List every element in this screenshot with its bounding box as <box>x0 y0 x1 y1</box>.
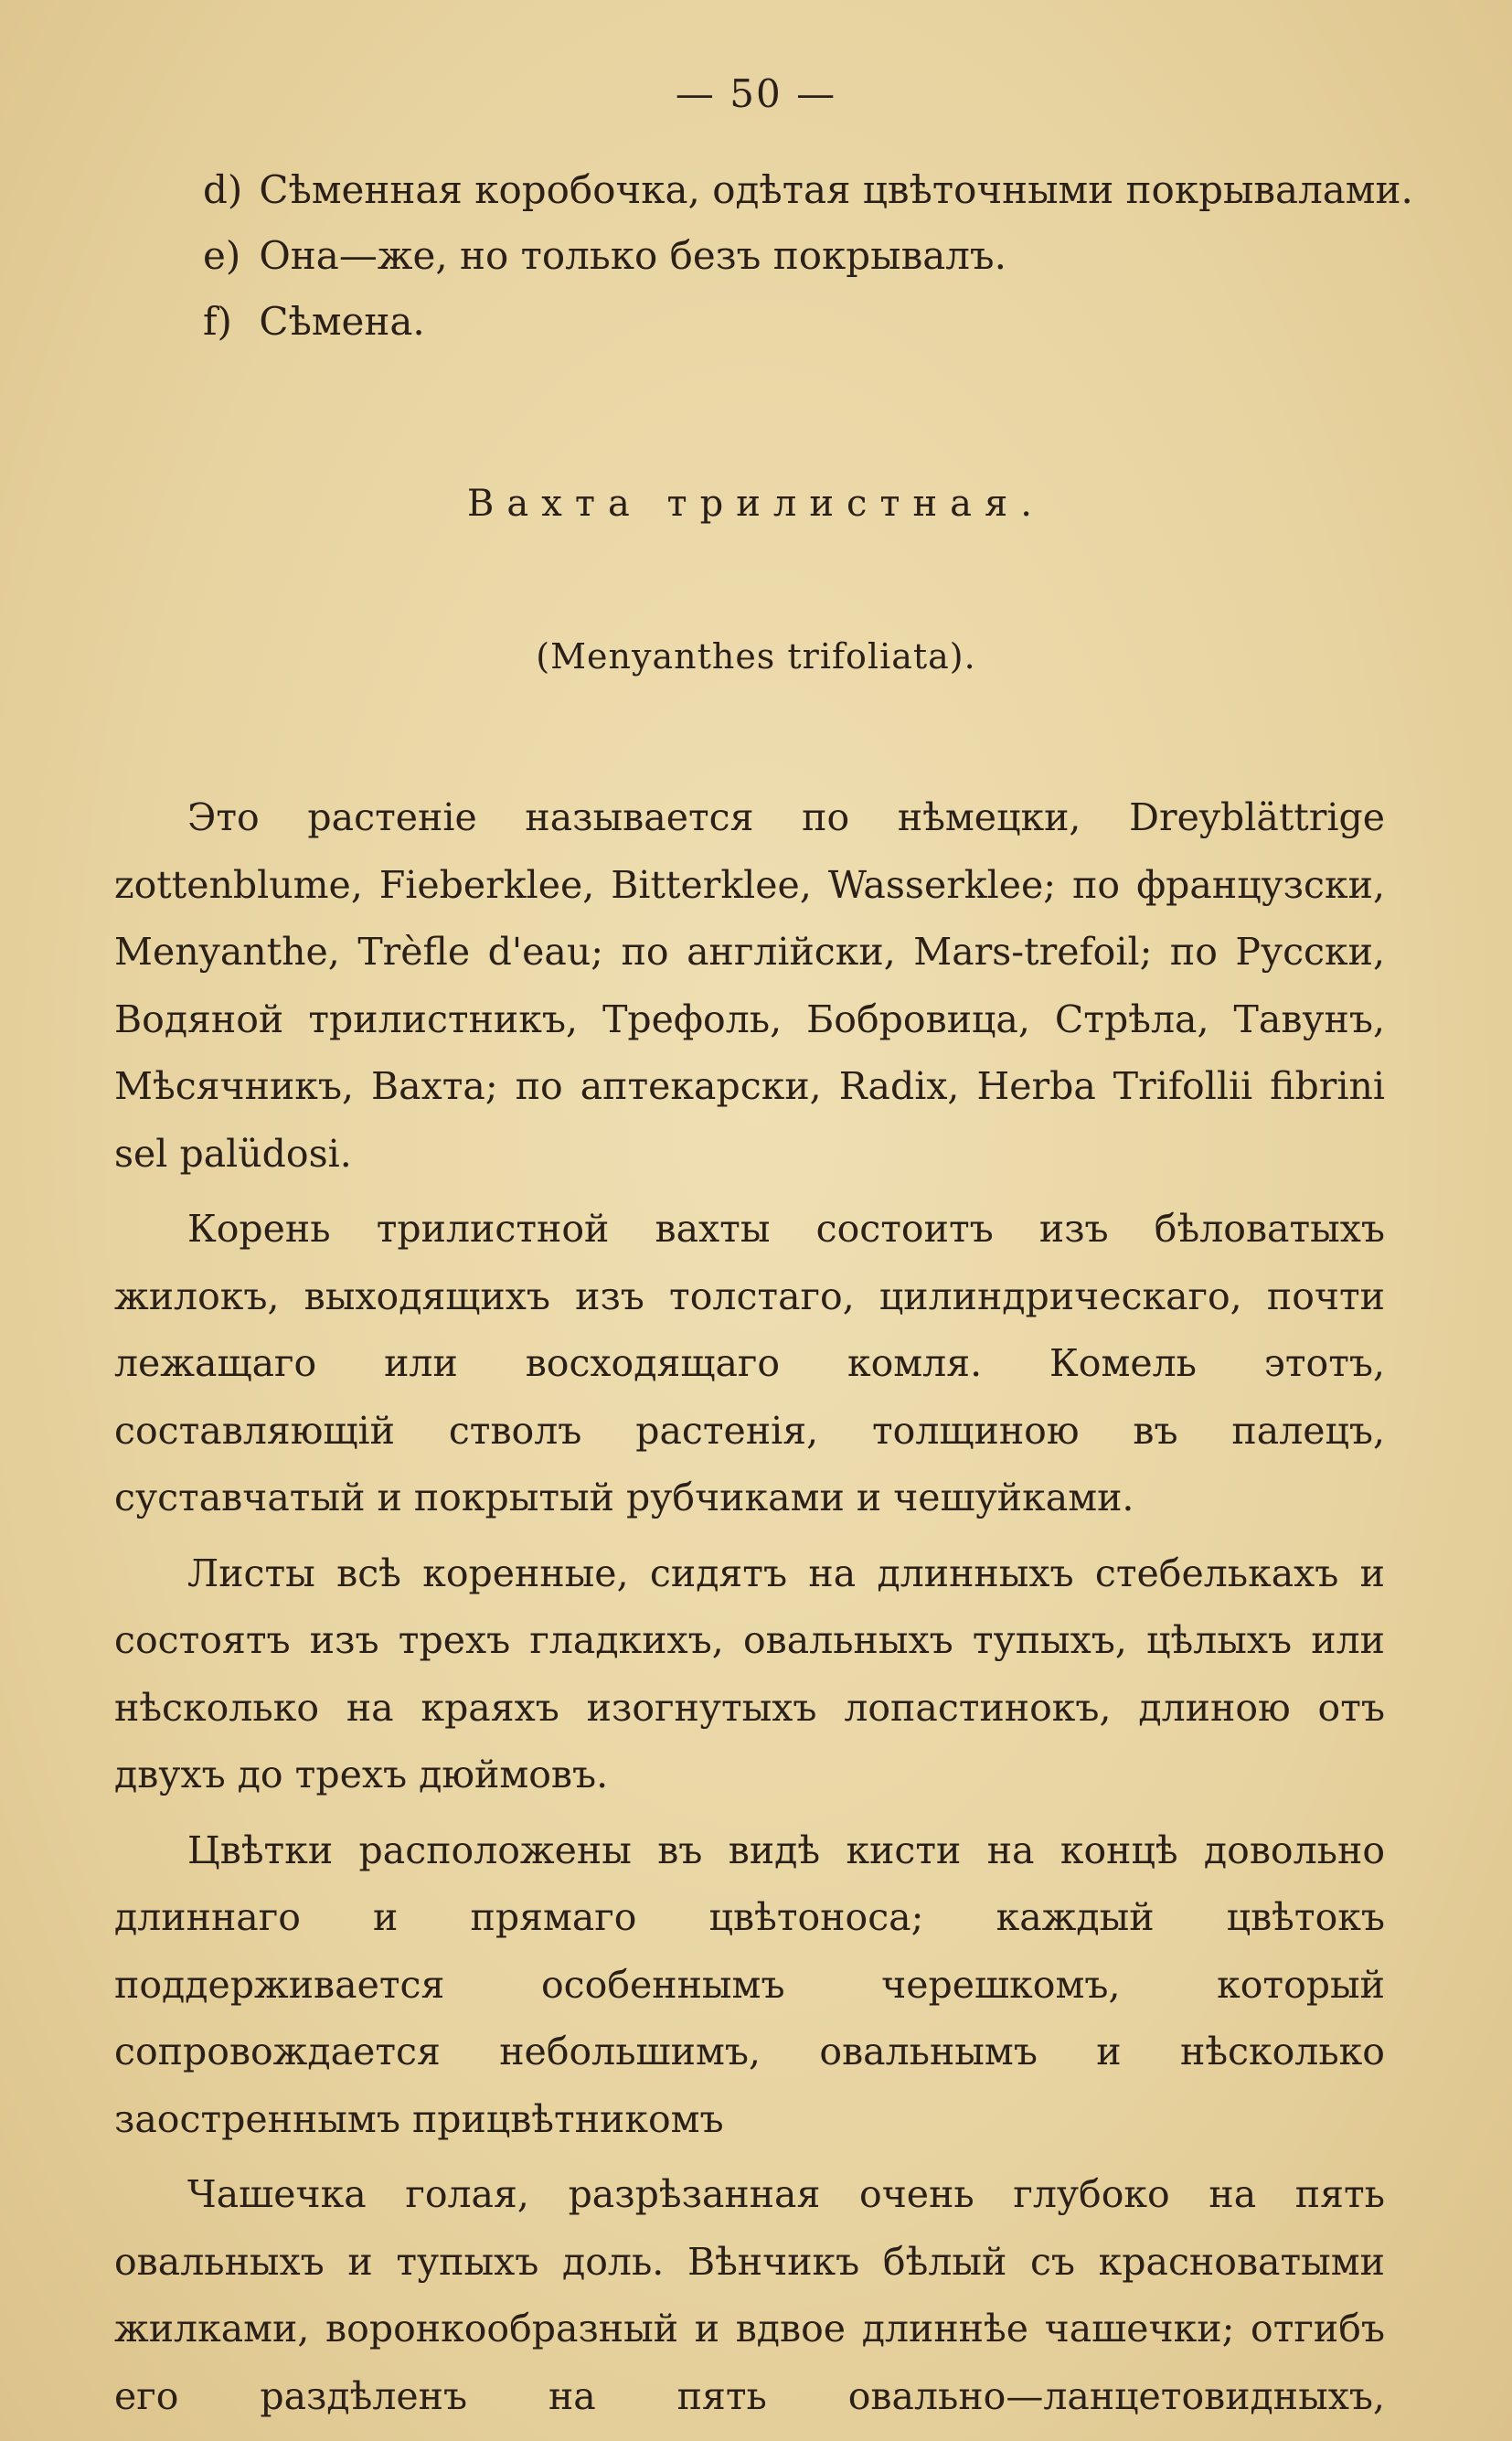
list-item <box>203 223 1410 289</box>
page-number: — 50 — <box>675 71 837 116</box>
paragraph: Цвѣтки расположены въ видѣ кисти на концѣ довольно длиннаго и прямаго цвѣтоноса; каждый цвѣтокъ поддерживается особеннымъ черешкомъ, который сопровождается небольшимъ, овальнымъ и нѣсколько заостреннымъ прицвѣтникомъ <box>114 1828 1385 2141</box>
list-item-text: Сѣменная коробочка, одѣтая цвѣточными покрывалами. <box>259 167 1413 212</box>
paragraph: Листы всѣ коренные, сидятъ на длинныхъ стебелькахъ и состоятъ изъ трехъ гладкихъ, овальныхъ тупыхъ, цѣлыхъ или нѣсколько на краяхъ изогнутыхъ лопастинокъ, длиною отъ двухъ до трехъ дюймовъ. <box>114 1551 1385 1796</box>
body-text <box>114 784 1385 2438</box>
list-item <box>203 289 1410 355</box>
paragraph: Корень трилистной вахты состоитъ изъ бѣловатыхъ жилокъ, выходящихъ изъ толстаго, цилиндрическаго, почти лежащаго или восходящаго комля. Комель этотъ, составляющій стволъ растенія, толщиною въ палецъ, суставчатый и покрытый рубчиками и чешуйками. <box>114 1207 1385 1519</box>
list-item-text: Сѣмена. <box>259 299 425 344</box>
section-title: Вахта трилистная. <box>467 483 1045 525</box>
latin-name: (Menyanthes trifoliata). <box>536 636 976 677</box>
list-item <box>203 157 1413 223</box>
paragraph: Чашечка голая, разрѣзанная очень глубоко на пять овальныхъ и тупыхъ доль. Вѣнчикъ бѣлый съ красноватыми жилками, воронкообразный и вдвое длиннѣе чашечки; отгибъ его раздѣленъ на пять овально—ланцетовидныхъ, <box>114 2172 1385 2418</box>
list-item-text: Она—же, но только безъ покрывалъ. <box>259 233 1007 278</box>
figure-legend-list <box>203 157 1413 355</box>
list-marker: f) <box>203 299 232 344</box>
paragraph: Это растеніе называется по нѣмецки, Dreyblättrige zottenblume, Fieberklee, Bitterklee, Wasserklee; по французски, Menyanthe, Trèfle d'eau; по англійски, Mars-trefoil; по Русски, Водяной трилистникъ, Трефоль, Бобровица, Стрѣла, Тавунъ, Мѣсячникъ, Вахта; по аптекарски, Radix, Herba Trifollii fibrini sel palüdosi. <box>114 795 1385 1176</box>
list-marker: e) <box>203 233 241 278</box>
list-marker: d) <box>203 167 243 212</box>
